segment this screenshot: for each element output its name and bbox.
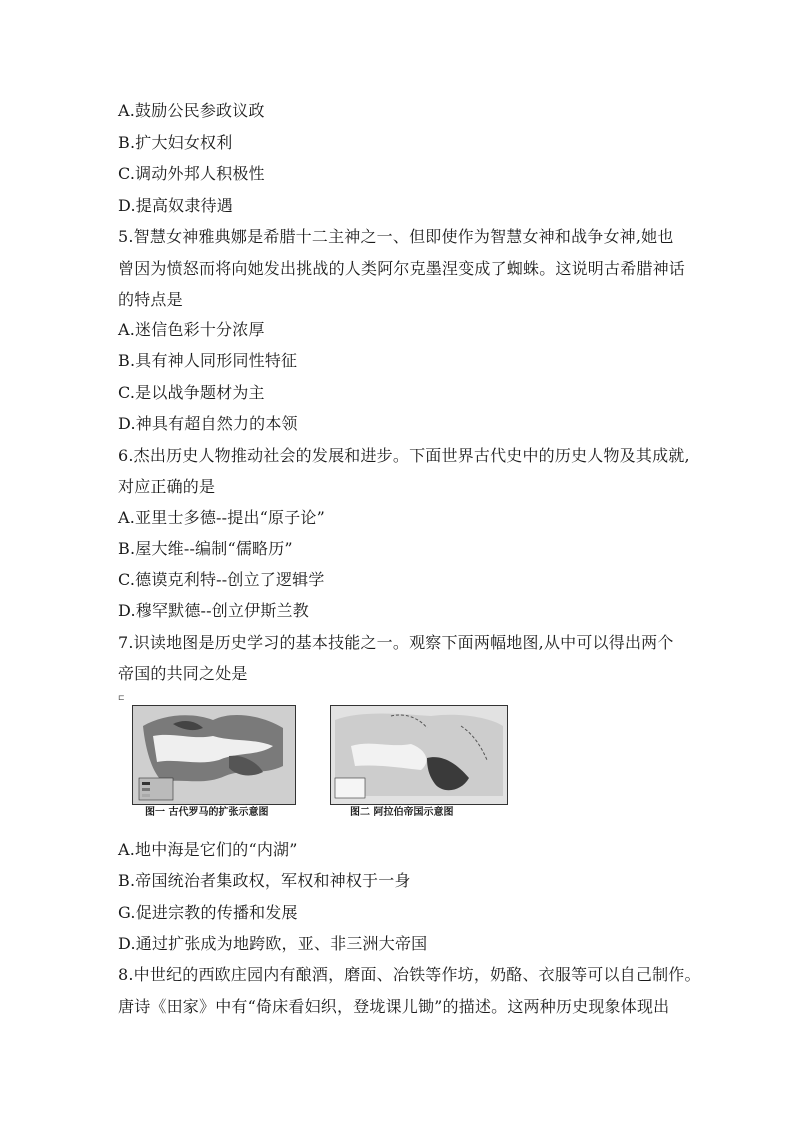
q6-option-a: A.亚里士多德--提出“原子论”	[118, 508, 326, 527]
roman-expansion-map	[132, 705, 296, 805]
q6-option-b: B.屋大维--编制“儒略历”	[118, 539, 293, 558]
q7-option-d: D.通过扩张成为地跨欧，亚、非三洲大帝国	[118, 934, 428, 953]
q5-stem-line-3: 的特点是	[118, 290, 183, 309]
q7-maps-figure	[118, 693, 518, 825]
q5-option-d: D.神具有超自然力的本领	[118, 414, 298, 433]
figure2-caption: 图二 阿拉伯帝国示意图	[350, 807, 454, 818]
q5-option-b: B.具有神人同形同性特征	[118, 351, 298, 370]
q5-option-c: C.是以战争题材为主	[118, 383, 265, 402]
q4-option-b: B.扩大妇女权利	[118, 133, 233, 152]
figure-corner-mark: ⊏	[118, 693, 125, 702]
q4-option-c: C.调动外邦人积极性	[118, 164, 265, 183]
q7-stem-line-1: 7.识读地图是历史学习的基本技能之一。观察下面两幅地图,从中可以得出两个	[118, 633, 674, 652]
q5-option-a: A.迷信色彩十分浓厚	[118, 320, 265, 339]
q8-stem-line-1: 8.中世纪的西欧庄园内有酿酒，磨面、冶铁等作坊，奶酪、衣服等可以自己制作。	[118, 965, 701, 984]
arab-map-drawing	[331, 706, 507, 804]
q4-option-a: A.鼓励公民参政议政	[118, 101, 265, 120]
q5-stem-line-2: 曾因为愤怒而将向她发出挑战的人类阿尔克墨涅变成了蜘蛛。这说明古希腊神话	[118, 259, 686, 278]
q7-option-b: B.帝国统治者集政权，军权和神权于一身	[118, 871, 411, 890]
arab-empire-map	[330, 705, 508, 805]
q6-stem-line-1: 6.杰出历史人物推动社会的发展和进步。下面世界古代史中的历史人物及其成就,	[118, 446, 690, 465]
q4-option-d: D.提高奴隶待遇	[118, 196, 233, 215]
q7-stem-line-2: 帝国的共同之处是	[118, 664, 248, 683]
q6-option-d: D.穆罕默德--创立伊斯兰教	[118, 601, 309, 620]
q8-stem-line-2: 唐诗《田家》中有“倚床看妇织，登垅课儿锄”的描述。这两种历史现象体现出	[118, 997, 670, 1016]
q6-option-c: C.德谟克利特--创立了逻辑学	[118, 570, 325, 589]
q7-option-a: A.地中海是它们的“内湖”	[118, 840, 298, 859]
q5-stem-line-1: 5.智慧女神雅典娜是希腊十二主神之一、但即使作为智慧女神和战争女神,她也	[118, 227, 674, 246]
figure1-caption: 图一 古代罗马的扩张示意图	[145, 807, 269, 818]
roman-map-drawing	[133, 706, 295, 804]
q6-stem-line-2: 对应正确的是	[118, 477, 216, 496]
q7-option-c: G.促进宗教的传播和发展	[118, 903, 298, 922]
